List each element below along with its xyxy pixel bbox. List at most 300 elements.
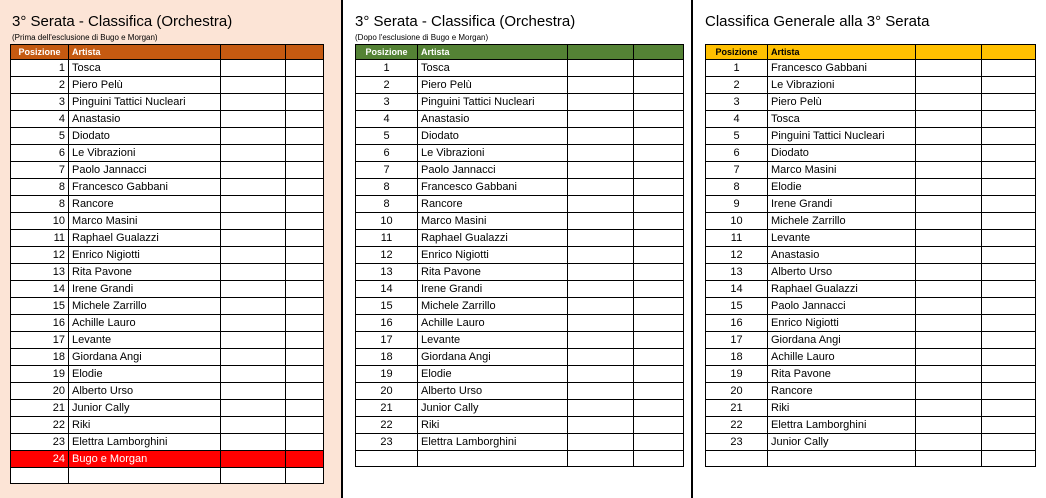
panel-subtitle: (Dopo l'esclusione di Bugo e Morgan): [355, 33, 489, 42]
table-row: [706, 332, 1036, 349]
position-cell: 20: [11, 383, 69, 400]
table-row: [11, 94, 324, 111]
artist-cell: Elettra Lamborghini: [418, 434, 568, 451]
position-cell: 5: [356, 128, 418, 145]
empty-cell: [634, 162, 684, 179]
empty-cell: [634, 145, 684, 162]
table-row: [706, 94, 1036, 111]
empty-cell: [634, 196, 684, 213]
artist-cell: Le Vibrazioni: [418, 145, 568, 162]
empty-cell: [221, 383, 286, 400]
position-cell: 1: [356, 60, 418, 77]
artist-cell: Pinguini Tattici Nucleari: [768, 128, 916, 145]
artist-cell: [69, 468, 221, 484]
empty-cell: [982, 162, 1036, 179]
position-cell: 2: [706, 77, 768, 94]
table-row: [11, 213, 324, 230]
table-row: [11, 196, 324, 213]
position-cell: 21: [706, 400, 768, 417]
artist-cell: Achille Lauro: [69, 315, 221, 332]
table-row: [706, 315, 1036, 332]
empty-cell: [634, 315, 684, 332]
empty-cell: [568, 128, 634, 145]
empty-cell: [568, 196, 634, 213]
artist-cell: Alberto Urso: [69, 383, 221, 400]
column-header-position: Posizione: [11, 45, 69, 60]
empty-cell: [634, 264, 684, 281]
artist-cell: Piero Pelù: [418, 77, 568, 94]
artist-cell: Le Vibrazioni: [69, 145, 221, 162]
position-cell: 8: [706, 179, 768, 196]
position-cell: 18: [706, 349, 768, 366]
empty-cell: [982, 60, 1036, 77]
artist-cell: Riki: [69, 417, 221, 434]
table-row: [356, 349, 684, 366]
empty-cell: [568, 451, 634, 467]
position-cell: 6: [356, 145, 418, 162]
table-row: [356, 128, 684, 145]
artist-cell: [768, 451, 916, 467]
empty-cell: [221, 94, 286, 111]
empty-cell: [916, 349, 982, 366]
position-cell: 19: [11, 366, 69, 383]
empty-cell: [982, 400, 1036, 417]
table-row: [356, 247, 684, 264]
table-row: [356, 417, 684, 434]
empty-cell: [221, 77, 286, 94]
table-row: [11, 128, 324, 145]
empty-cell: [634, 383, 684, 400]
artist-cell: Anastasio: [768, 247, 916, 264]
empty-cell: [568, 281, 634, 298]
position-cell: 22: [356, 417, 418, 434]
empty-cell: [221, 366, 286, 383]
table-row: [356, 77, 684, 94]
table-row: [706, 60, 1036, 77]
position-cell: [11, 468, 69, 484]
empty-cell: [634, 60, 684, 77]
table-header-row: [356, 45, 684, 60]
artist-cell: Michele Zarrillo: [418, 298, 568, 315]
empty-cell: [982, 230, 1036, 247]
empty-cell: [286, 230, 324, 247]
artist-cell: Achille Lauro: [418, 315, 568, 332]
position-cell: 3: [11, 94, 69, 111]
empty-cell: [916, 60, 982, 77]
empty-cell: [982, 366, 1036, 383]
empty-cell: [916, 264, 982, 281]
empty-cell: [286, 213, 324, 230]
artist-cell: Enrico Nigiotti: [418, 247, 568, 264]
empty-cell: [286, 60, 324, 77]
artist-cell: Levante: [768, 230, 916, 247]
position-cell: 15: [356, 298, 418, 315]
artist-cell: Piero Pelù: [69, 77, 221, 94]
column-header-empty: [916, 45, 982, 60]
table-row: [356, 230, 684, 247]
artist-cell: Diodato: [69, 128, 221, 145]
empty-cell: [221, 417, 286, 434]
artist-cell: Tosca: [768, 111, 916, 128]
artist-cell: Bugo e Morgan: [69, 451, 221, 468]
column-header-position: Posizione: [706, 45, 768, 60]
empty-cell: [916, 298, 982, 315]
table-row: [11, 349, 324, 366]
empty-cell: [568, 332, 634, 349]
empty-cell: [568, 60, 634, 77]
panel-title: Classifica Generale alla 3° Serata: [705, 13, 930, 30]
artist-cell: Rancore: [418, 196, 568, 213]
position-cell: 16: [356, 315, 418, 332]
artist-cell: Junior Cally: [69, 400, 221, 417]
empty-cell: [286, 111, 324, 128]
artist-cell: Paolo Jannacci: [418, 162, 568, 179]
artist-cell: Riki: [418, 417, 568, 434]
empty-cell: [568, 111, 634, 128]
position-cell: 17: [11, 332, 69, 349]
artist-cell: Tosca: [69, 60, 221, 77]
empty-cell: [982, 196, 1036, 213]
table-row: [11, 230, 324, 247]
position-cell: 6: [11, 145, 69, 162]
column-header-empty: [221, 45, 286, 60]
empty-cell: [568, 162, 634, 179]
table-row: [356, 94, 684, 111]
empty-cell: [568, 264, 634, 281]
artist-cell: Rita Pavone: [418, 264, 568, 281]
empty-cell: [221, 468, 286, 484]
panel-before-exclusion: [0, 0, 343, 498]
position-cell: 23: [706, 434, 768, 451]
table-row: [11, 162, 324, 179]
empty-cell: [982, 77, 1036, 94]
artist-cell: Rancore: [768, 383, 916, 400]
table-row: [11, 298, 324, 315]
empty-cell: [221, 196, 286, 213]
empty-cell: [221, 315, 286, 332]
artist-cell: Rancore: [69, 196, 221, 213]
table-row: [706, 196, 1036, 213]
empty-cell: [286, 179, 324, 196]
artist-cell: Paolo Jannacci: [768, 298, 916, 315]
position-cell: 10: [356, 213, 418, 230]
empty-cell: [286, 128, 324, 145]
table-row: [706, 298, 1036, 315]
position-cell: 10: [11, 213, 69, 230]
artist-cell: Michele Zarrillo: [768, 213, 916, 230]
table-row: [356, 281, 684, 298]
artist-cell: Levante: [69, 332, 221, 349]
empty-cell: [221, 298, 286, 315]
empty-cell: [634, 400, 684, 417]
empty-cell: [916, 196, 982, 213]
empty-cell: [286, 349, 324, 366]
empty-cell: [286, 451, 324, 468]
panel-general-ranking: [693, 0, 1046, 498]
artist-cell: Michele Zarrillo: [69, 298, 221, 315]
empty-cell: [634, 111, 684, 128]
empty-cell: [221, 60, 286, 77]
position-cell: [706, 451, 768, 467]
position-cell: 21: [11, 400, 69, 417]
artist-cell: Raphael Gualazzi: [418, 230, 568, 247]
artist-cell: Anastasio: [69, 111, 221, 128]
empty-cell: [286, 315, 324, 332]
empty-cell: [634, 366, 684, 383]
column-header-empty: [634, 45, 684, 60]
artist-cell: Enrico Nigiotti: [768, 315, 916, 332]
artist-cell: Alberto Urso: [418, 383, 568, 400]
empty-cell: [982, 213, 1036, 230]
empty-cell: [568, 417, 634, 434]
table-header-row: [706, 45, 1036, 60]
empty-cell: [568, 349, 634, 366]
table-row: [11, 366, 324, 383]
table-body: [706, 60, 1036, 467]
position-cell: 4: [356, 111, 418, 128]
artist-cell: Elettra Lamborghini: [69, 434, 221, 451]
empty-cell: [568, 77, 634, 94]
position-cell: 5: [11, 128, 69, 145]
empty-cell: [982, 264, 1036, 281]
table-row: [11, 451, 324, 468]
empty-cell: [221, 281, 286, 298]
empty-cell: [982, 247, 1036, 264]
position-cell: 1: [706, 60, 768, 77]
empty-cell: [286, 434, 324, 451]
table-row: [11, 281, 324, 298]
empty-cell: [634, 77, 684, 94]
empty-cell: [221, 145, 286, 162]
position-cell: 22: [706, 417, 768, 434]
table-row: [11, 417, 324, 434]
empty-cell: [916, 366, 982, 383]
artist-cell: Marco Masini: [768, 162, 916, 179]
empty-cell: [634, 451, 684, 467]
table-row: [706, 417, 1036, 434]
position-cell: 17: [706, 332, 768, 349]
table-row: [706, 383, 1036, 400]
position-cell: 8: [356, 179, 418, 196]
table-row: [356, 145, 684, 162]
empty-cell: [568, 298, 634, 315]
table-row: [706, 451, 1036, 467]
empty-cell: [221, 247, 286, 264]
table-row: [706, 434, 1036, 451]
artist-cell: Anastasio: [418, 111, 568, 128]
artist-cell: Rita Pavone: [69, 264, 221, 281]
position-cell: 8: [356, 196, 418, 213]
table-row: [11, 77, 324, 94]
empty-cell: [634, 128, 684, 145]
empty-cell: [221, 451, 286, 468]
panel-title: 3° Serata - Classifica (Orchestra): [355, 13, 576, 30]
empty-cell: [286, 281, 324, 298]
empty-cell: [286, 417, 324, 434]
position-cell: 21: [356, 400, 418, 417]
empty-cell: [916, 145, 982, 162]
empty-cell: [634, 179, 684, 196]
table-header-row: [11, 45, 324, 60]
artist-cell: Francesco Gabbani: [69, 179, 221, 196]
position-cell: 13: [706, 264, 768, 281]
panel-title: 3° Serata - Classifica (Orchestra): [12, 13, 233, 30]
empty-cell: [916, 281, 982, 298]
position-cell: [356, 451, 418, 467]
empty-cell: [982, 315, 1036, 332]
table-row: [356, 264, 684, 281]
position-cell: 14: [11, 281, 69, 298]
empty-cell: [221, 332, 286, 349]
artist-cell: Levante: [418, 332, 568, 349]
position-cell: 4: [706, 111, 768, 128]
artist-cell: Raphael Gualazzi: [69, 230, 221, 247]
table-row: [706, 400, 1036, 417]
empty-cell: [286, 247, 324, 264]
empty-cell: [286, 196, 324, 213]
artist-cell: Francesco Gabbani: [418, 179, 568, 196]
empty-cell: [916, 315, 982, 332]
empty-cell: [286, 145, 324, 162]
position-cell: 13: [356, 264, 418, 281]
position-cell: 11: [11, 230, 69, 247]
empty-cell: [634, 281, 684, 298]
empty-cell: [982, 332, 1036, 349]
empty-cell: [634, 230, 684, 247]
panel-after-exclusion: [343, 0, 693, 498]
column-header-empty: [286, 45, 324, 60]
empty-cell: [634, 417, 684, 434]
artist-cell: Tosca: [418, 60, 568, 77]
table-row: [356, 162, 684, 179]
empty-cell: [568, 366, 634, 383]
empty-cell: [982, 128, 1036, 145]
position-cell: 13: [11, 264, 69, 281]
position-cell: 14: [706, 281, 768, 298]
position-cell: 7: [706, 162, 768, 179]
empty-cell: [221, 400, 286, 417]
artist-cell: Rita Pavone: [768, 366, 916, 383]
artist-cell: Achille Lauro: [768, 349, 916, 366]
empty-cell: [634, 434, 684, 451]
position-cell: 15: [706, 298, 768, 315]
table-row: [706, 162, 1036, 179]
position-cell: 1: [11, 60, 69, 77]
artist-cell: Marco Masini: [418, 213, 568, 230]
position-cell: 7: [356, 162, 418, 179]
table-row: [706, 264, 1036, 281]
ranking-table: [705, 44, 1036, 467]
empty-cell: [286, 94, 324, 111]
table-row: [706, 77, 1036, 94]
empty-cell: [982, 111, 1036, 128]
column-header-artist: Artista: [768, 45, 916, 60]
empty-cell: [916, 77, 982, 94]
table-row: [356, 196, 684, 213]
artist-cell: Piero Pelù: [768, 94, 916, 111]
empty-cell: [916, 230, 982, 247]
table-row: [356, 434, 684, 451]
empty-cell: [221, 111, 286, 128]
empty-cell: [286, 468, 324, 484]
panel-subtitle: (Prima dell'esclusione di Bugo e Morgan): [12, 33, 158, 42]
position-cell: 17: [356, 332, 418, 349]
position-cell: 8: [11, 179, 69, 196]
position-cell: 10: [706, 213, 768, 230]
artist-cell: Enrico Nigiotti: [69, 247, 221, 264]
empty-cell: [568, 400, 634, 417]
empty-cell: [221, 434, 286, 451]
empty-cell: [982, 145, 1036, 162]
table-row: [11, 264, 324, 281]
position-cell: 22: [11, 417, 69, 434]
artist-cell: Pinguini Tattici Nucleari: [69, 94, 221, 111]
table-row: [706, 128, 1036, 145]
table-row: [11, 434, 324, 451]
empty-cell: [982, 349, 1036, 366]
position-cell: 7: [11, 162, 69, 179]
column-header-empty: [982, 45, 1036, 60]
table-row: [706, 349, 1036, 366]
position-cell: 15: [11, 298, 69, 315]
empty-cell: [982, 451, 1036, 467]
position-cell: 2: [356, 77, 418, 94]
table-row: [11, 468, 324, 484]
position-cell: 14: [356, 281, 418, 298]
table-row: [706, 366, 1036, 383]
artist-cell: Elodie: [69, 366, 221, 383]
column-header-artist: Artista: [418, 45, 568, 60]
empty-cell: [286, 332, 324, 349]
empty-cell: [568, 247, 634, 264]
position-cell: 12: [11, 247, 69, 264]
ranking-table: [10, 44, 324, 484]
table-row: [706, 281, 1036, 298]
empty-cell: [568, 434, 634, 451]
artist-cell: Elodie: [768, 179, 916, 196]
empty-cell: [916, 162, 982, 179]
table-row: [11, 111, 324, 128]
empty-cell: [634, 349, 684, 366]
empty-cell: [916, 383, 982, 400]
position-cell: 12: [706, 247, 768, 264]
artist-cell: Giordana Angi: [69, 349, 221, 366]
empty-cell: [982, 417, 1036, 434]
empty-cell: [221, 162, 286, 179]
empty-cell: [982, 383, 1036, 400]
table-body: [11, 60, 324, 484]
empty-cell: [221, 179, 286, 196]
artist-cell: Diodato: [418, 128, 568, 145]
artist-cell: Elodie: [418, 366, 568, 383]
empty-cell: [916, 213, 982, 230]
empty-cell: [916, 111, 982, 128]
column-header-empty: [568, 45, 634, 60]
position-cell: 20: [356, 383, 418, 400]
empty-cell: [568, 213, 634, 230]
table-row: [11, 400, 324, 417]
position-cell: 9: [706, 196, 768, 213]
artist-cell: Junior Cally: [768, 434, 916, 451]
table-row: [11, 179, 324, 196]
artist-cell: [418, 451, 568, 467]
artist-cell: Alberto Urso: [768, 264, 916, 281]
empty-cell: [286, 264, 324, 281]
table-row: [356, 366, 684, 383]
position-cell: 23: [356, 434, 418, 451]
table-row: [11, 332, 324, 349]
table-row: [356, 451, 684, 467]
